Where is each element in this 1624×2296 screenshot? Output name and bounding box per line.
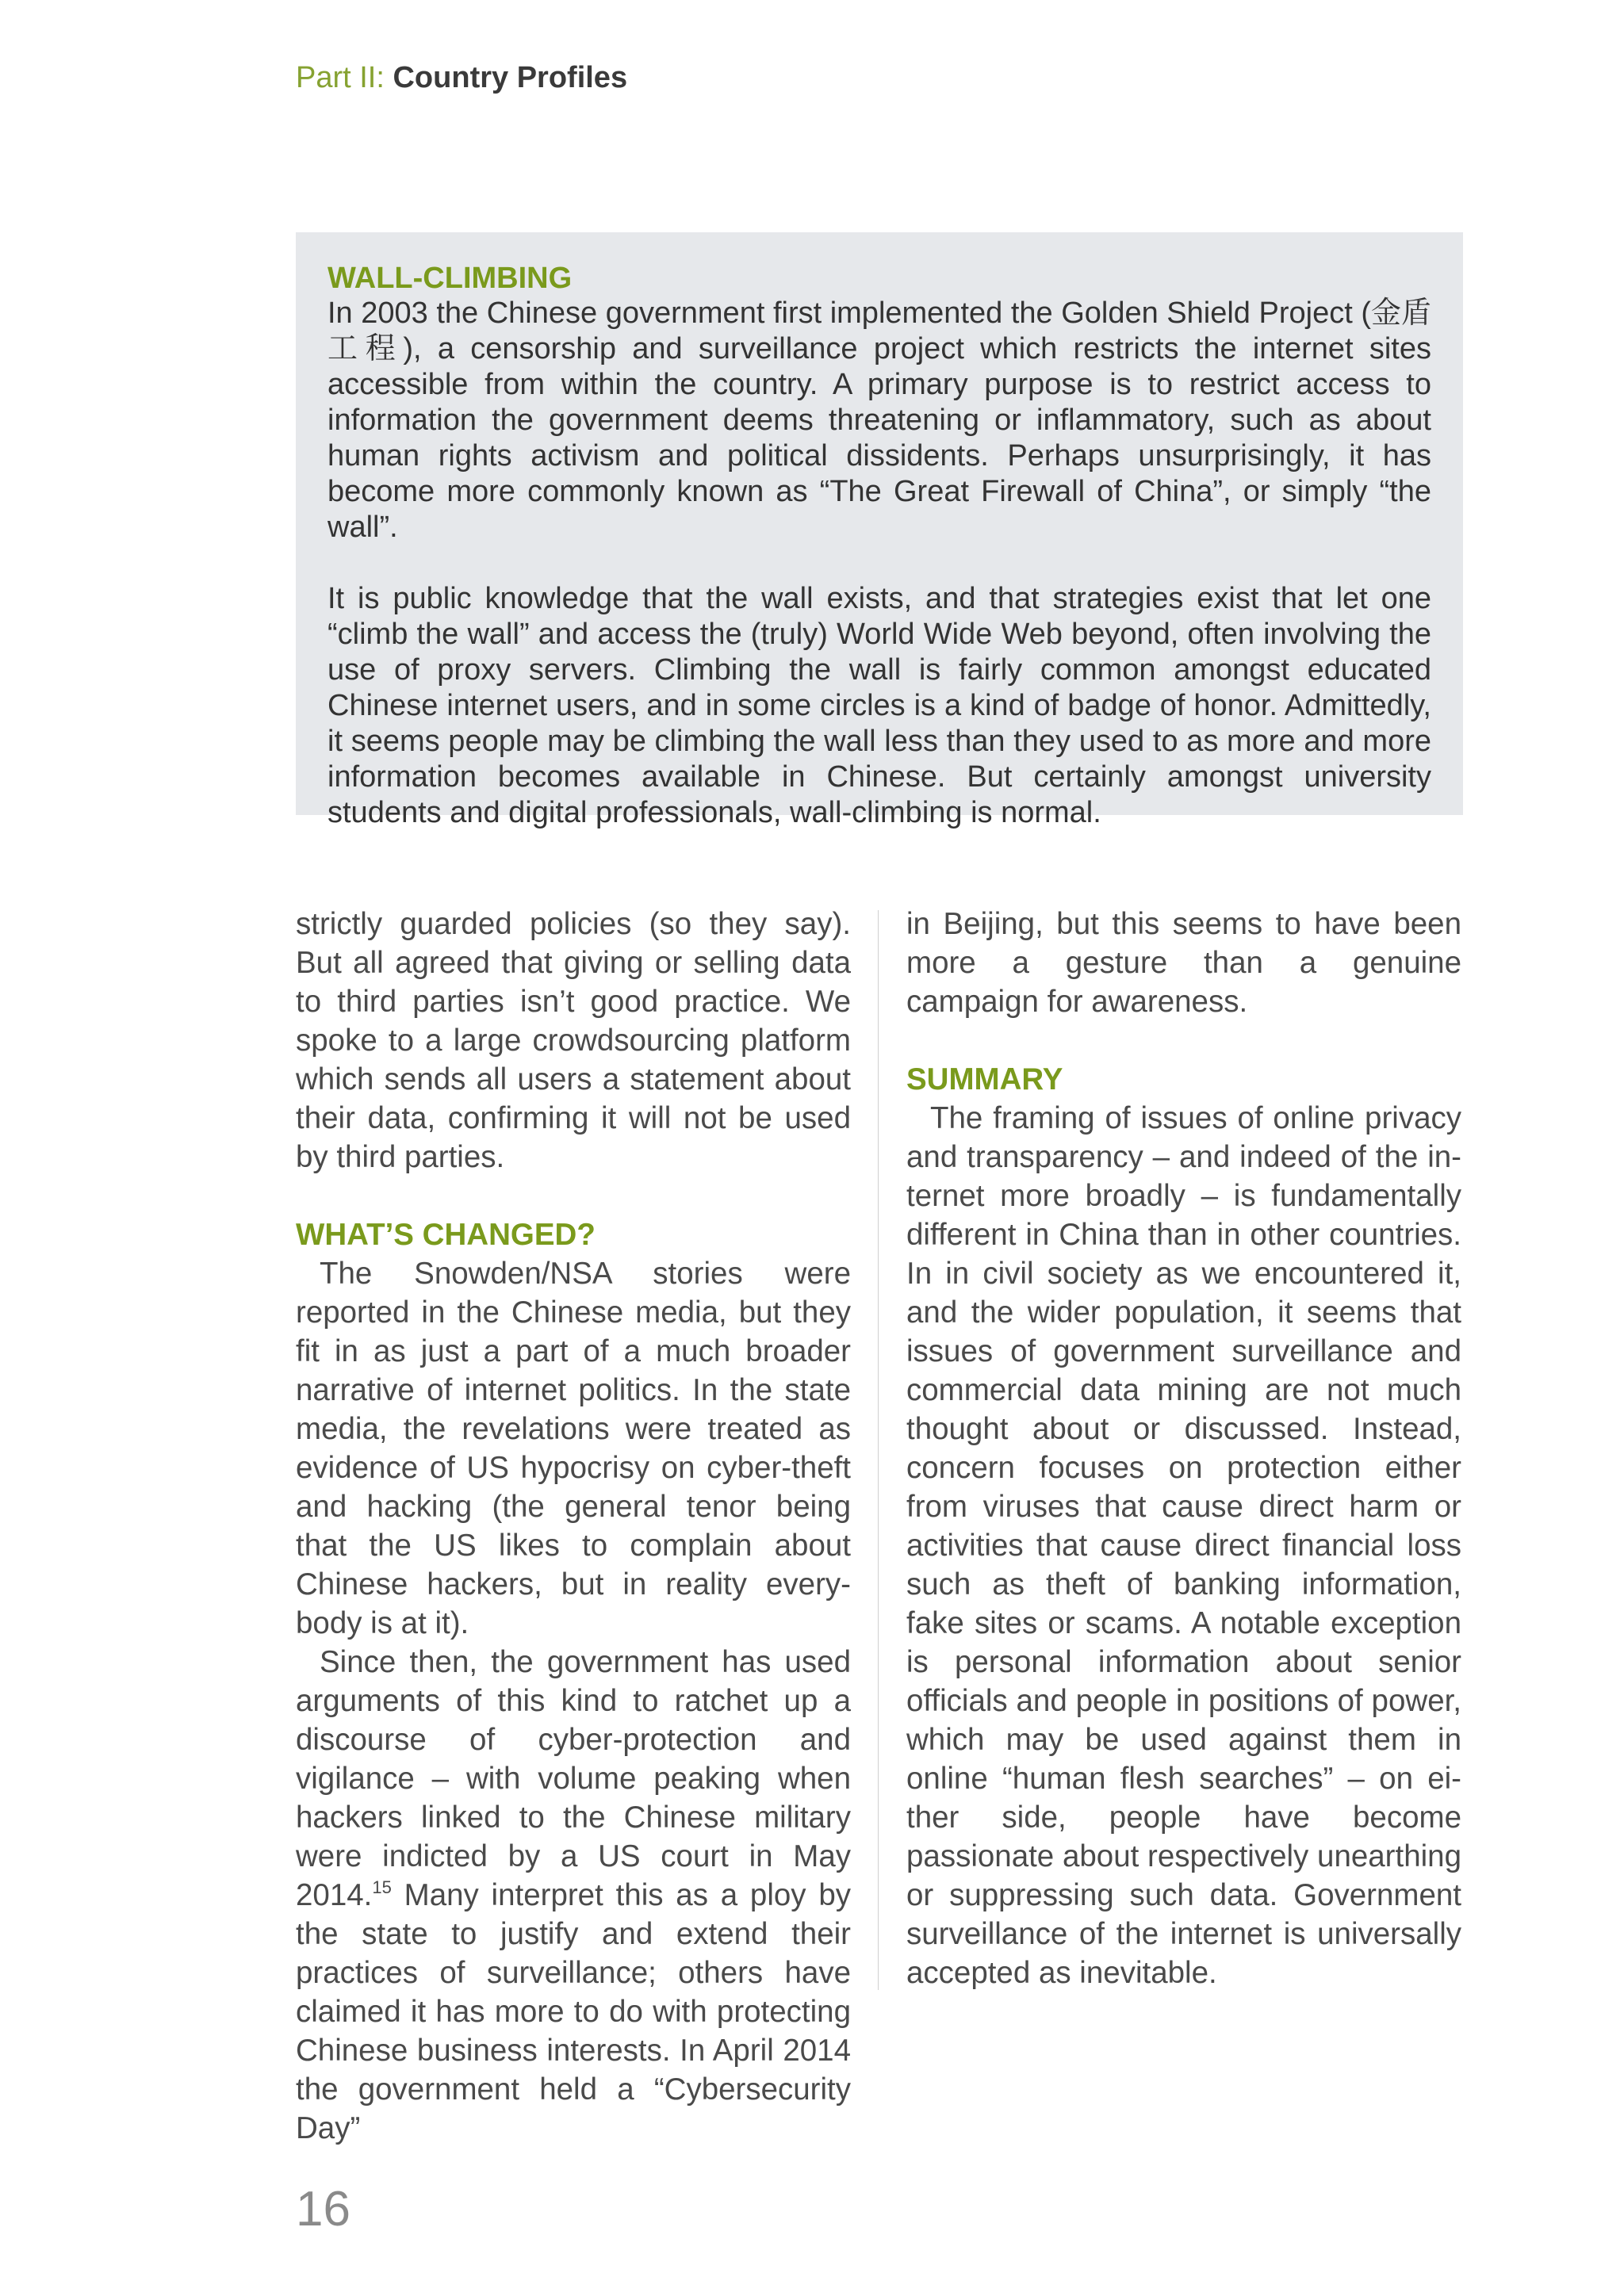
wall-climbing-sidebar [296, 232, 1463, 829]
left-paragraph-3-end: Many interpret this as a ploy by the state to justify and extend their practices of surveillance; others have claimed it has more to do with protecting Chinese business interests. In April 2014 the government held a “Cybersecurity Day” [296, 1878, 851, 2145]
running-head-part: Part II: [296, 61, 385, 94]
left-paragraph-1: strictly guarded policies (so they say). But all agreed that giving or selling data to third parties isn’t good practice. We spoke to a large crowdsourcing platform which sends all users a statement about their data, confirming it will not be used by third parties. [296, 907, 851, 1174]
sidebar-title: WALL-CLIMBING [327, 262, 573, 295]
column-divider [878, 910, 879, 1990]
left-paragraph-2: The Snowden/NSA stories were reported in the Chinese media, but they fit in as just a part of a much broader narrative of internet politics. In the state media, the revelations were treated as evidence of US hypocrisy on cyber-theft and hacking (the general tenor being that the US likes to complain about Chinese hackers, but in reality everybody is at it). [296, 1257, 851, 1640]
right-paragraph-2: The framing of issues of online privacy and transparency – and indeed of the internet more broadly – is fundamentally different in China than in other countries. In in civil society as we encountered it, and the wider population, it seems that issues of government surveillance and commercial data mining are not much thought about or discussed. Instead, concern focuses on protection either from viruses that cause direct harm or activities that cause direct financial loss such as theft of banking information, fake sites or scams. A notable exception is personal information about senior officials and people in positions of power, which may be used against them in online “human flesh searches” – on either side, people have become passionate about respectively unearthing or suppressing such data. Government surveillance of the internet is universally accepted as inevitable. [906, 1101, 1461, 1990]
left-paragraph-3-start: Since then, the government has used arguments of this kind to ratchet up a discourse of cyber-protection and vigilance – with volume peaking when hackers linked to the Chinese military were indicted by a US court in May 2014. [296, 1645, 851, 1912]
sidebar-paragraph-1: In 2003 the Chinese government first implemented the Golden Shield Project (金盾工程), a censorship and surveillance project which restricts the internet sites accessible from within the country. A primary purpose is to restrict access to information the government deems threatening or inflammatory, such as about human rights activism and political dissidents. Perhaps unsurprisingly, it has become more commonly known as “The Great Firewall of China”, or simply “the wall”. [327, 297, 1431, 544]
sidebar-paragraph-2: It is public knowledge that the wall exists, and that strategies exist that let one “climb the wall” and access the (truly) World Wide Web beyond, often involving the use of proxy servers. Climbing the wall is fairly common amongst educated Chinese internet users, and in some circles is a kind of badge of honor. Admittedly, it seems people may be climbing the wall less than they used to as more and more information becomes available in Chinese. But certainly amongst university students and digital professionals, wall-climbing is normal. [327, 582, 1431, 829]
summary-heading: SUMMARY [906, 1062, 1063, 1096]
running-head-section: Country Profiles [393, 61, 628, 94]
whats-changed-heading: WHAT’S CHANGED? [296, 1218, 596, 1252]
page-number: 16 [296, 2182, 350, 2237]
right-paragraph-1: in Beijing, but this seems to have been more a gesture than a genuine campaign for awareness. [906, 907, 1461, 1019]
running-head [296, 59, 627, 97]
footnote-reference: 15 [372, 1877, 392, 1897]
left-column [296, 905, 851, 2148]
right-column [906, 905, 1461, 1992]
left-paragraph-3 [296, 1643, 851, 2148]
